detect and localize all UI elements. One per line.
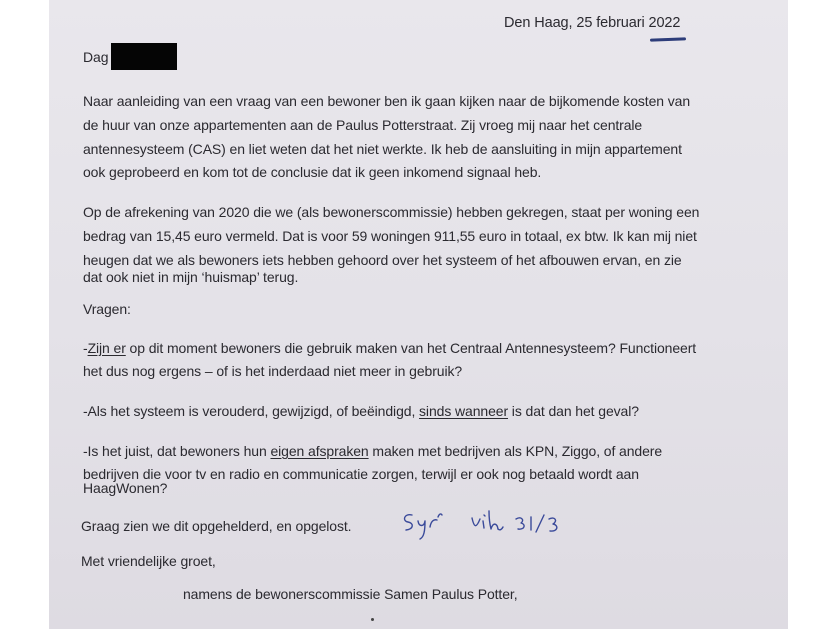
paper-speck	[371, 618, 374, 621]
handwritten-note	[394, 505, 584, 545]
paragraph-2-line-3: heugen dat we als bewoners iets hebben gehoord over het systeem of het afbouwen ervan, en zie	[83, 252, 682, 268]
paragraph-1-line-3: antennesysteem (CAS) en liet weten dat het niet werkte. Ik heb de aansluiting in mijn appartement	[83, 141, 682, 157]
salutation: Dag	[83, 49, 109, 65]
paragraph-1-line-2: de huur van onze appartementen aan de Paulus Potterstraat. Zij vroeg mij naar het centrale	[83, 117, 643, 133]
pen-underline-mark	[650, 37, 686, 41]
q1-prefix: -	[83, 340, 88, 356]
q2-underlined: sinds wanneer	[419, 403, 509, 419]
letter-date: Den Haag, 25 februari 2022	[504, 15, 681, 31]
closing-request: Graag zien we dit opgehelderd, en opgelost.	[81, 518, 352, 534]
q3-after: maken met bedrijven als KPN, Ziggo, of andere	[368, 443, 663, 459]
question-1-line-1	[83, 337, 696, 359]
question-3-line-3: HaagWonen?	[83, 480, 168, 496]
q1-rest: op dit moment bewoners die gebruik maken van het Centraal Antennesysteem? Functioneert	[125, 340, 697, 356]
q2-before: -Als het systeem is verouderd, gewijzigd, of beëindigd,	[83, 403, 420, 419]
paragraph-2-line-1: Op de afrekening van 2020 die we (als bewonerscommissie) hebben gekregen, staat per woning een	[83, 204, 700, 220]
signature-line: namens de bewonerscommissie Samen Paulus Potter,	[183, 586, 518, 602]
greeting: Met vriendelijke groet,	[81, 553, 216, 569]
paragraph-1-line-4: ook geprobeerd en kom tot de conclusie dat ik geen inkomend signaal heb.	[83, 164, 542, 180]
question-3-line-1	[83, 440, 662, 462]
q3-underlined: eigen afspraken	[270, 443, 369, 459]
redaction-box	[111, 43, 177, 70]
q3-before: -Is het juist, dat bewoners hun	[83, 443, 271, 459]
paragraph-2-line-4: dat ook niet in mijn ‘huismap’ terug.	[83, 269, 299, 285]
paragraph-1-line-1: Naar aanleiding van een vraag van een bewoner ben ik gaan kijken naar de bijkomende kosten van	[83, 93, 691, 109]
q1-underlined: Zijn er	[87, 340, 126, 356]
questions-heading: Vragen:	[83, 301, 131, 317]
q2-after: is dat dan het geval?	[508, 403, 639, 419]
question-2	[83, 400, 639, 422]
letter-page	[49, 0, 788, 629]
paragraph-2-line-2: bedrag van 15,45 euro vermeld. Dat is voor 59 woningen 911,55 euro in totaal, ex btw. Ik kan mij niet	[83, 228, 697, 244]
question-3-line-2: bedrijven die voor tv en radio en communicatie zorgen, terwijl er ook nog betaald wordt aan	[83, 466, 639, 482]
question-1-line-2: het dus nog ergens – of is het inderdaad niet meer in gebruik?	[83, 363, 463, 379]
